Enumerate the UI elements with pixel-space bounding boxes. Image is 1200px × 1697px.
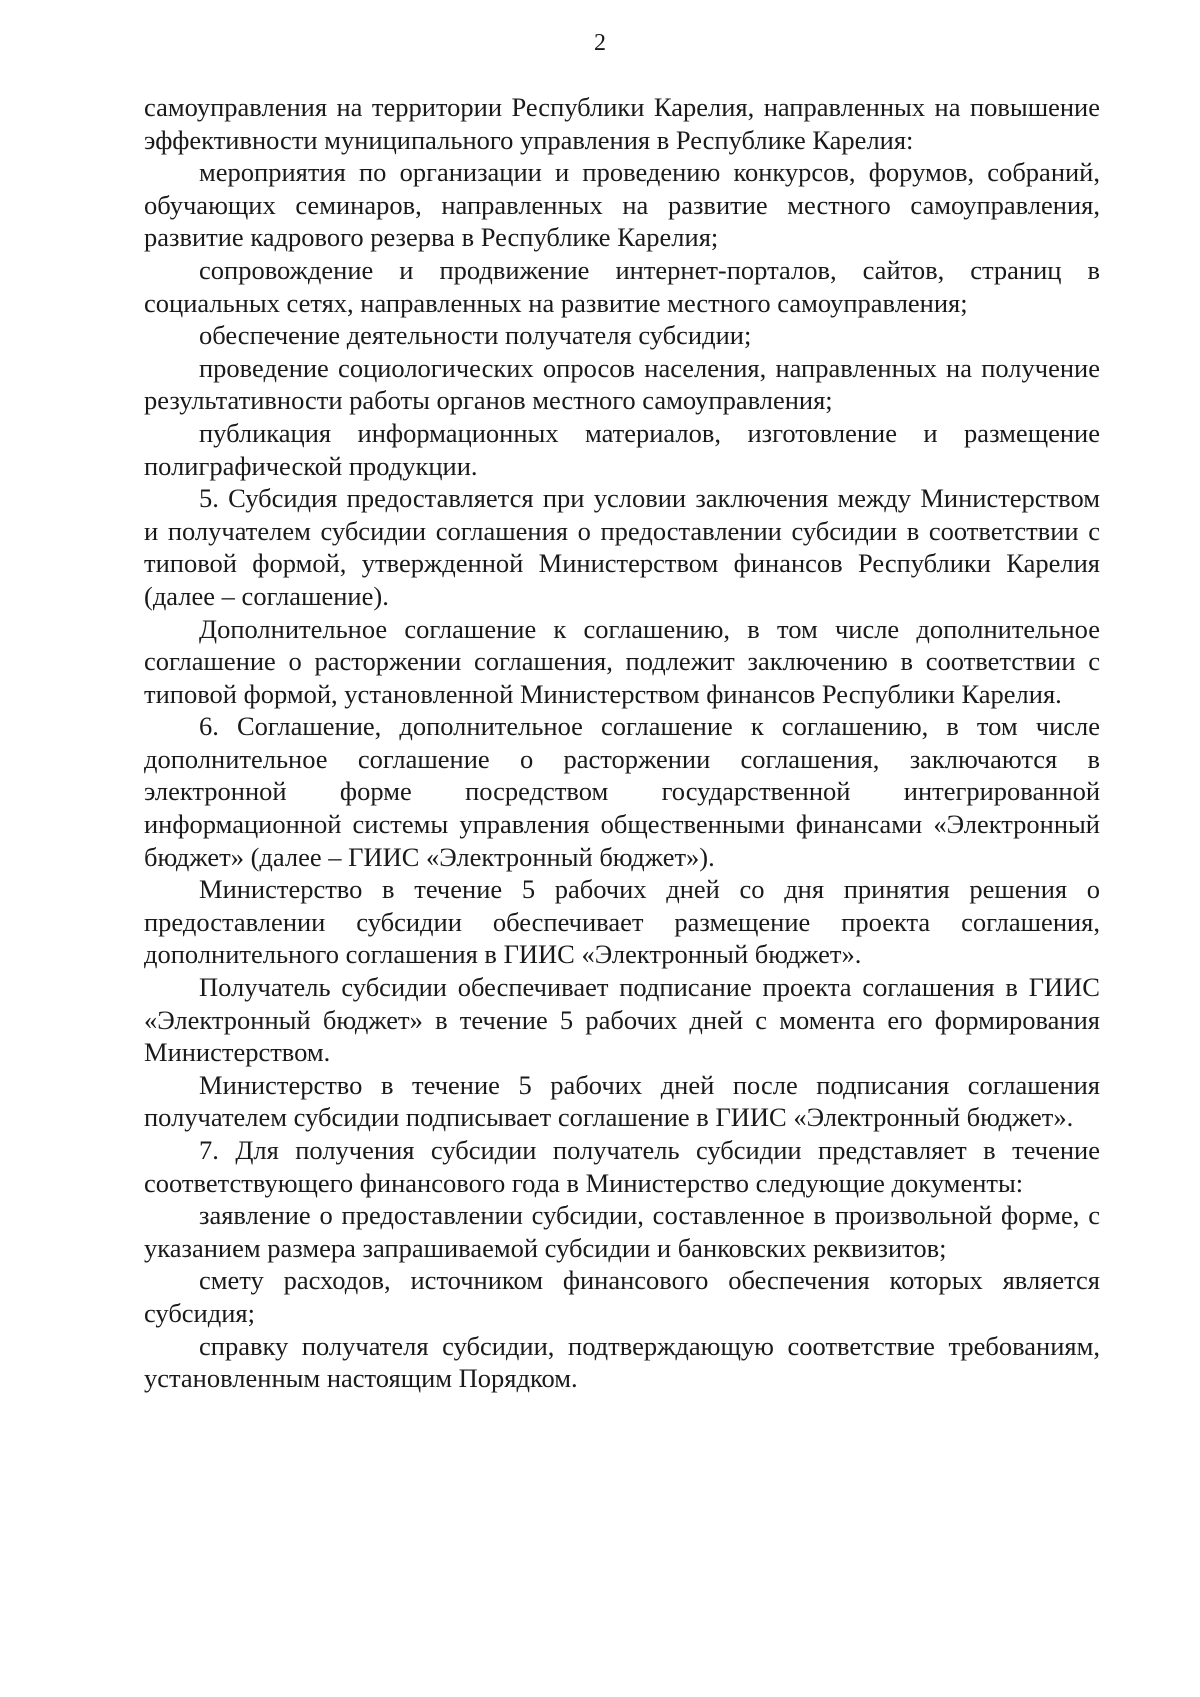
page-number: 2 (594, 30, 606, 56)
paragraph: обеспечение деятельности получателя субсидии; (199, 320, 752, 351)
document-body (144, 91, 1100, 1395)
paragraph: Министерство в течение 5 рабочих дней после подписания соглашения получателем субсидии подписывает соглашение в ГИИС «Электронный бюджет». (144, 1069, 1100, 1133)
paragraph: самоуправления на территории Республики Карелия, направленных на повышение эффективности муниципального управления в Республике Карелия: (144, 92, 1100, 155)
paragraph: заявление о предоставлении субсидии, составленное в произвольной форме, с указанием размера запрашиваемой субсидии и банковских реквизитов; (144, 1200, 1100, 1263)
paragraph: публикация информационных материалов, изготовление и размещение полиграфической продукции. (144, 417, 1100, 481)
paragraph: 5. Субсидия предоставляется при условии заключения между Министерством и получателем субсидии соглашения о предоставлении субсидии в соответствии с типовой формой, утвержденной Министерством финансов Республики Карелия (далее – соглашение). (144, 483, 1100, 611)
paragraph: смету расходов, источником финансового обеспечения которых является субсидия; (144, 1265, 1100, 1328)
paragraph: Дополнительное соглашение к соглашению, в том числе дополнительное соглашение о расторжении соглашения, подлежит заключению в соответствии с типовой формой, установленной Министерством финансов Республики Карелия. (144, 613, 1100, 709)
paragraph: справку получателя субсидии, подтверждающую соответствие требованиям, установленным настоящим Порядком. (144, 1330, 1100, 1394)
paragraph: Министерство в течение 5 рабочих дней со дня принятия решения о предоставлении субсидии обеспечивает размещение проекта соглашения, дополнительного соглашения в ГИИС «Электронный бюджет». (144, 874, 1100, 970)
paragraph: 6. Соглашение, дополнительное соглашение к соглашению, в том числе дополнительное соглашение о расторжении соглашения, заключаются в электронной форме посредством государственной интегрированной информационной системы управления общественными финансами «Электронный бюджет» (далее – ГИИС «Электронный бюджет»). (144, 711, 1100, 872)
paragraph: проведение социологических опросов населения, направленных на получение результативности работы органов местного самоуправления; (144, 352, 1100, 416)
paragraph: сопровождение и продвижение интернет-порталов, сайтов, страниц в социальных сетях, направленных на развитие местного самоуправления; (144, 254, 1100, 318)
paragraph: мероприятия по организации и проведению конкурсов, форумов, собраний, обучающих семинаров, направленных на развитие местного самоуправления, развитие кадрового резерва в Республике Карелия; (144, 157, 1100, 253)
paragraph: Получатель субсидии обеспечивает подписание проекта соглашения в ГИИС «Электронный бюджет» в течение 5 рабочих дней с момента его формирования Министерством. (144, 972, 1100, 1068)
paragraph: 7. Для получения субсидии получатель субсидии представляет в течение соответствующего финансового года в Министерство следующие документы: (144, 1135, 1100, 1198)
